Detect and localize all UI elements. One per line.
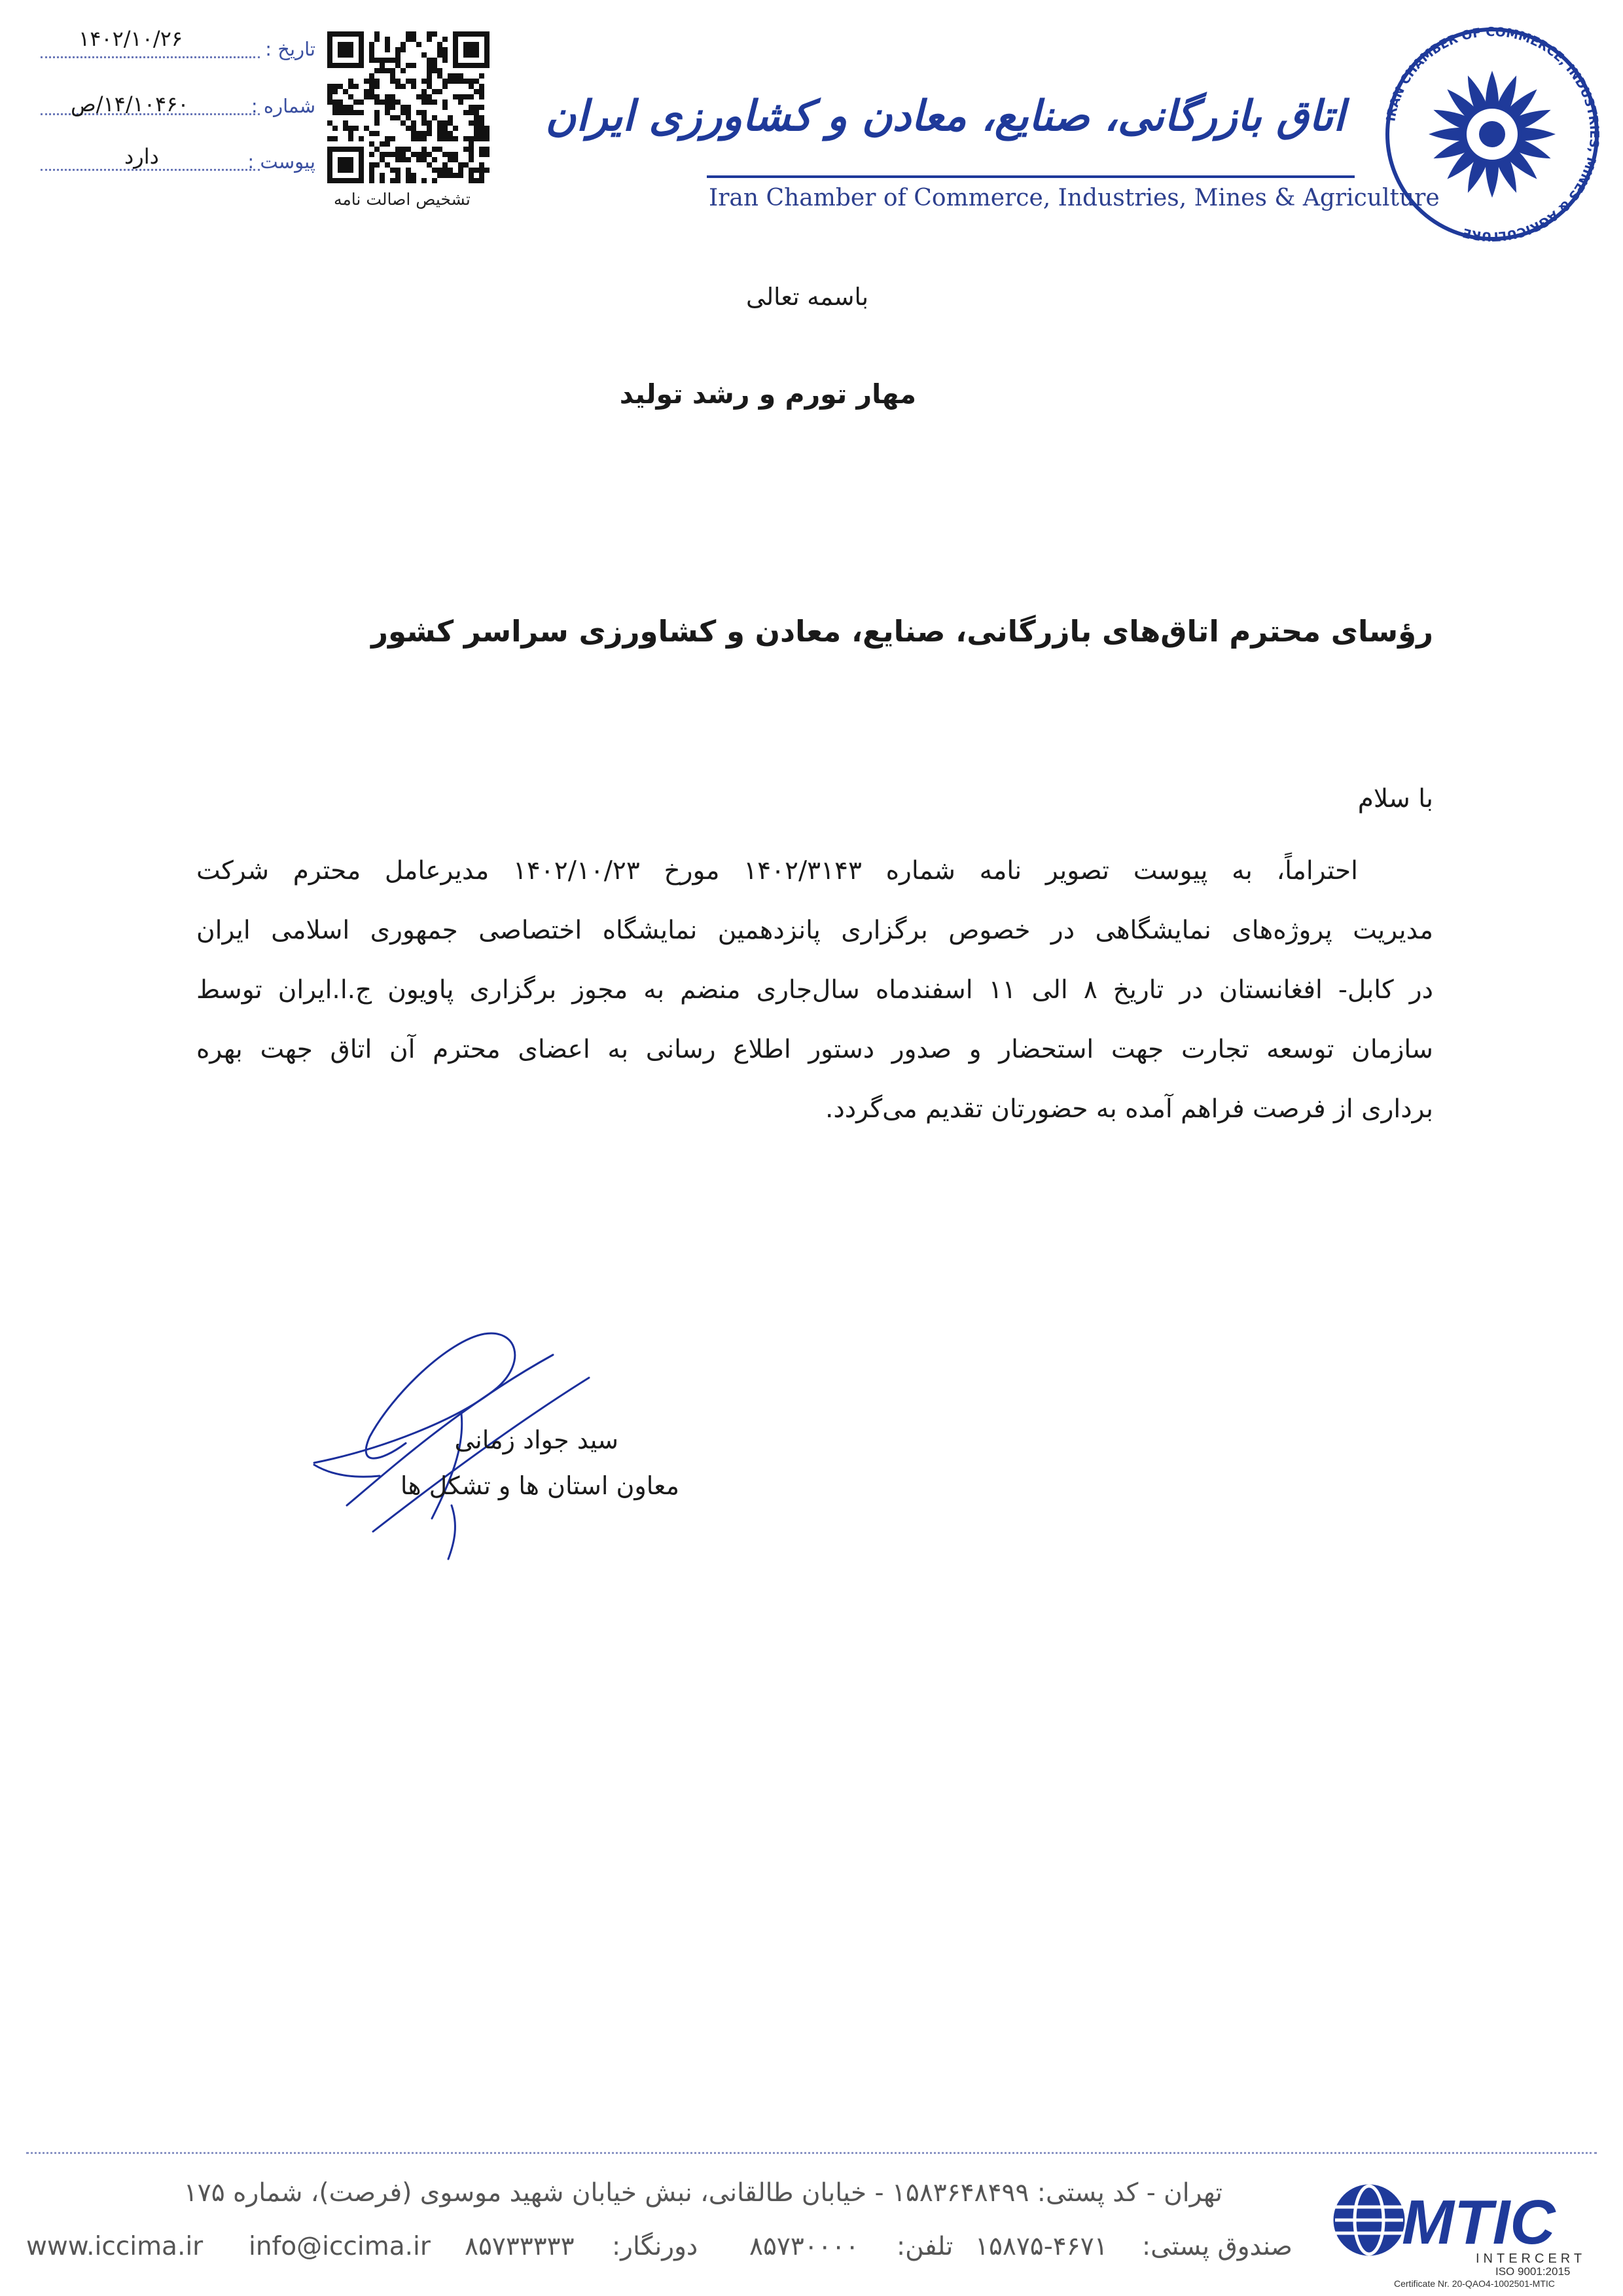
fax-number: ۸۵۷۳۳۳۳۳ xyxy=(465,2232,575,2261)
date-label: تاریخ : xyxy=(265,38,315,60)
invocation: باسمه تعالی xyxy=(746,283,869,311)
attachment-value: دارد xyxy=(124,144,159,169)
letterhead-rule xyxy=(707,175,1355,178)
footer-contact xyxy=(26,2232,1293,2271)
attachment-label: پیوست : xyxy=(247,151,315,173)
cert-iso: ISO 9001:2015 xyxy=(1495,2265,1571,2278)
pobox-number: ۱۵۸۷۵-۴۶۷۱ xyxy=(975,2232,1108,2261)
body-line: مدیریت پروژه‌های نمایشگاهی در خصوص برگزاری پانزدهمین نمایشگاه اختصاصی جمهوری اسلامی ایران xyxy=(196,916,1433,945)
date-value: ۱۴۰۲/۱۰/۲۶ xyxy=(79,26,183,51)
org-name-persian: اتاق بازرگانی، صنایع، معادن و کشاورزی ایران xyxy=(545,92,1345,141)
org-name-english: Iran Chamber of Commerce, Industries, Mines & Agriculture xyxy=(709,185,1440,211)
mtic-cert-logo xyxy=(1329,2179,1603,2291)
body-line: احتراماً، به پیوست تصویر نامه شماره ۱۴۰۲/۳۱۴۳ مورخ ۱۴۰۲/۱۰/۲۳ مدیرعامل محترم شرکت xyxy=(196,856,1358,886)
recipient: رؤسای محترم اتاق‌های بازرگانی، صنایع، معادن و کشاورزی سراسر کشور xyxy=(371,614,1433,649)
email-link[interactable]: info@iccima.ir xyxy=(249,2232,431,2261)
date-dots xyxy=(41,56,260,58)
body-line: در کابل- افغانستان در تاریخ ۸ الی ۱۱ اسفندماه سال‌جاری منضم به مجوز برگزاری پاویون ج.ا.ایران توسط xyxy=(196,975,1433,1005)
phone-number: ۸۵۷۳۰۰۰۰ xyxy=(749,2232,859,2261)
footer-address: تهران - کد پستی: ۱۵۸۳۶۴۸۴۹۹ - خیابان طالقانی، نبش خیابان شهید موسوی (فرصت)، شماره ۱۷۵ xyxy=(183,2178,1222,2208)
body-line: سازمان توسعه تجارت جهت استحضار و صدور دستور اطلاع رسانی به اعضای محترم آن اتاق جهت بهره xyxy=(196,1035,1433,1064)
qr-caption: تشخیص اصالت نامه xyxy=(334,190,471,209)
cert-logo-text: MTIC xyxy=(1402,2187,1556,2257)
signatory-title: معاون استان ها و تشکل ها xyxy=(400,1471,679,1500)
letter-body xyxy=(196,856,1433,1154)
slogan: مهار تورم و رشد تولید xyxy=(619,378,916,410)
globe-icon xyxy=(1335,2186,1403,2254)
website-link[interactable]: www.iccima.ir xyxy=(26,2232,204,2261)
fax-label: دورنگار: xyxy=(612,2232,698,2261)
qr-code-icon[interactable] xyxy=(327,31,490,183)
pobox-label: صندوق پستی: xyxy=(1142,2232,1293,2261)
chamber-emblem-icon xyxy=(1374,26,1610,242)
emblem-ring-text: IRAN CHAMBER OF COMMERCE, INDUSTRIES, MINES & AGRICULTURE xyxy=(1383,26,1602,242)
number-value: ۱۴/۱۰۴۶۰/ص xyxy=(71,92,189,117)
greeting: با سلام xyxy=(1357,784,1433,814)
signatory-name: سید جواد زمانی xyxy=(454,1426,618,1454)
body-line: برداری از فرصت فراهم آمده به حضورتان تقدیم می‌گردد. xyxy=(825,1094,1433,1124)
attachment-dots xyxy=(41,169,260,171)
cert-intercert: INTERCERT xyxy=(1476,2251,1586,2266)
phone-label: تلفن: xyxy=(897,2232,954,2261)
number-label: شماره : xyxy=(251,95,315,117)
cert-number: Certificate Nr. 20-QAO4-1002501-MTIC xyxy=(1394,2278,1555,2289)
footer-rule xyxy=(26,2152,1597,2154)
